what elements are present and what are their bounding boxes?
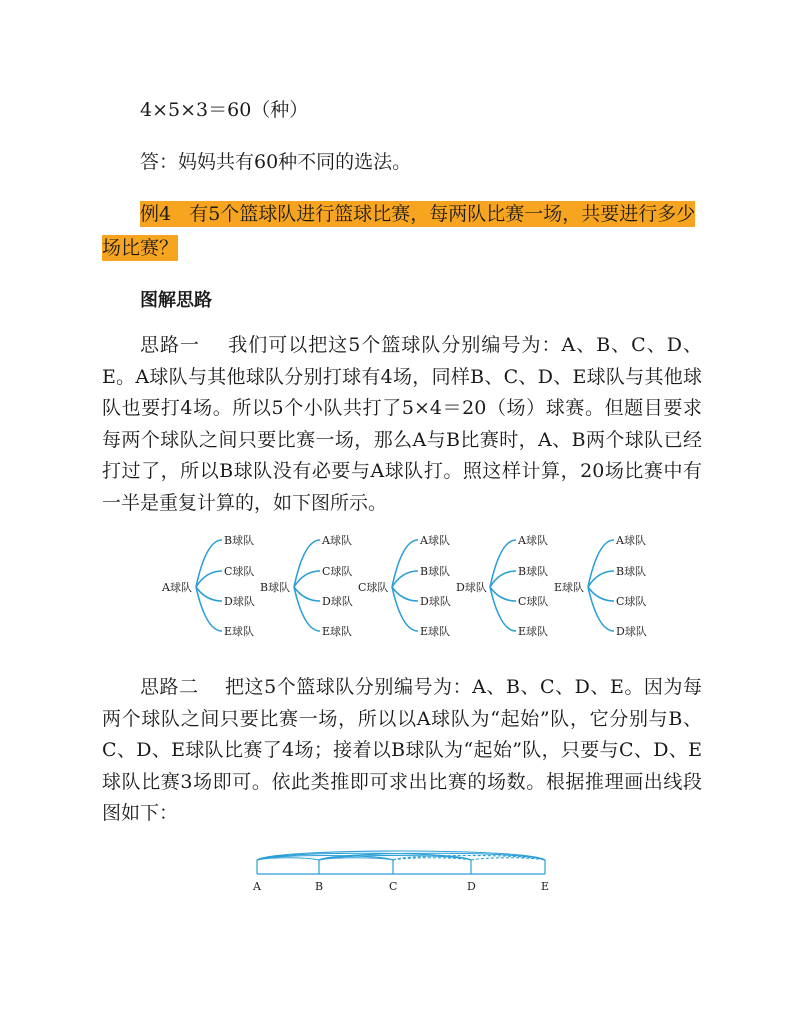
segment-point-label: A [253,880,261,893]
tree-branch-label: E球队 [224,625,255,638]
idea-two-paragraph [102,672,702,830]
tree-branch-label: E球队 [420,625,451,638]
tree-branch-line [588,587,614,631]
tree-branch-line [588,540,614,587]
segment-diagram [245,845,565,895]
tree-branch-line [196,587,222,601]
tree-branch-label: D球队 [322,595,353,608]
tree-root-label: C球队 [358,581,389,594]
tree-branch-label: D球队 [224,595,255,608]
example-text: 有5个篮球队进行篮球比赛，每两队比赛一场，共要进行多少场比赛？ [102,203,696,259]
tree-branch-label: B球队 [420,565,451,578]
tree-group [554,533,647,638]
tree-root-label: B球队 [260,581,291,594]
tree-branch-label: E球队 [518,625,549,638]
tree-branch-line [196,587,222,631]
example-problem [102,197,702,265]
tree-branch-line [294,587,320,601]
tree-group [161,533,255,638]
tree-branch-label: C球队 [224,565,255,578]
tree-branch-line [490,587,516,631]
segment-arc [471,858,545,860]
idea-two-label: 思路二 [140,676,199,698]
segment-point-label: E [541,880,550,893]
tree-branch-line [490,540,516,587]
example-label: 例4 [140,203,172,225]
segment-point-label: D [467,880,476,893]
tree-root-label: D球队 [456,581,487,594]
tree-branch-line [490,587,516,601]
idea-one-paragraph [102,330,702,519]
tree-branch-label: C球队 [518,595,549,608]
tree-branch-label: C球队 [616,595,647,608]
tree-branch-line [294,540,320,587]
tree-branch-line [294,587,320,631]
tree-branch-label: A球队 [322,534,352,547]
tree-branch-line [392,587,418,631]
tree-branch-label: B球队 [518,565,549,578]
section-heading: 图解思路 [140,290,212,311]
tree-branch-label: D球队 [616,625,647,638]
tree-branch-label: A球队 [420,534,450,547]
match-tree-diagram [150,532,650,644]
tree-branch-label: B球队 [616,565,647,578]
tree-branch-label: C球队 [322,565,353,578]
tree-branch-line [392,587,418,601]
segment-point-label: B [315,880,324,893]
tree-branch-label: A球队 [518,534,548,547]
tree-branch-label: B球队 [224,534,255,547]
tree-group [456,533,548,638]
answer-line: 答：妈妈共有60种不同的选法。 [140,151,412,173]
idea-two-text: 把这5个篮球队分别编号为：A、B、C、D、E。因为每两个球队之间只要比赛一场，所以以A球队为“起始”队，它分别与B、C、D、E球队比赛了4场；接着以B球队为“起始”队，只要与C、D、E球队比赛3场即可。依此类推即可求出比赛的场数。根据推理画出线段图如下： [102,676,702,824]
tree-root-label: E球队 [554,581,585,594]
tree-branch-line [196,540,222,587]
idea-one-label: 思路一 [140,334,201,356]
segment-point-label: C [389,880,398,893]
tree-root-label: A球队 [162,581,192,594]
tree-branch-label: A球队 [616,534,646,547]
idea-one-text: 我们可以把这5个篮球队分别编号为：A、B、C、D、E。A球队与其他球队分别打球有4场，同样B、C、D、E球队与其他球队也要打4场。所以5个小队共打了5×4＝20（场）球赛。但题目要求每两个球队之间只要比赛一场，那么A与B比赛时，A、B两个球队已经打过了，所以B球队没有必要与A球队打。照这样计算，20场比赛中有一半是重复计算的，如下图所示。 [102,334,702,514]
tree-branch-label: D球队 [420,595,451,608]
tree-group [358,533,451,638]
tree-branch-line [392,540,418,587]
tree-branch-line [588,587,614,601]
tree-branch-label: E球队 [322,625,353,638]
tree-group [260,533,353,638]
calculation-line: 4×5×3＝60（种） [140,99,309,121]
